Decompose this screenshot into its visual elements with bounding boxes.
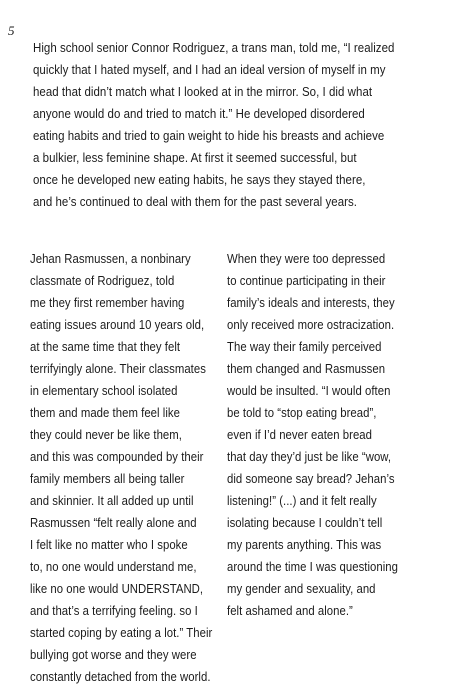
intro-line: anyone would do and tried to match it.” He developed disordered bbox=[33, 106, 365, 121]
right-column-line: my parents anything. This was bbox=[227, 537, 382, 552]
right-column-line: would be insulted. “I would often bbox=[227, 383, 391, 398]
intro-line: once he developed new eating habits, he says they stayed there, bbox=[33, 172, 366, 187]
intro-line: and he’s continued to deal with them for the past several years. bbox=[33, 194, 358, 209]
right-column-line: only received more ostracization. bbox=[227, 317, 395, 332]
left-column-line: I felt like no matter who I spoke bbox=[30, 537, 188, 552]
left-column-line: at the same time that they felt bbox=[30, 339, 181, 354]
left-column-line: Jehan Rasmussen, a nonbinary bbox=[30, 251, 191, 266]
left-column-line: me they first remember having bbox=[30, 295, 185, 310]
right-column-line: them changed and Rasmussen bbox=[227, 361, 386, 376]
right-column-line: The way their family perceived bbox=[227, 339, 382, 354]
right-column-line: to continue participating in their bbox=[227, 273, 386, 288]
left-column-line: and that’s a terrifying feeling. so I bbox=[30, 603, 198, 618]
right-column-line: be told to “stop eating bread”, bbox=[227, 405, 377, 420]
right-column-line: my gender and sexuality, and bbox=[227, 581, 376, 596]
intro-line: a bulkier, less feminine shape. At first it seemed successful, but bbox=[33, 150, 357, 165]
left-column-line: Rasmussen “felt really alone and bbox=[30, 515, 197, 530]
intro-line: head that didn’t match what I looked at in the mirror. So, I did what bbox=[33, 84, 373, 99]
right-column-line: around the time I was questioning bbox=[227, 559, 399, 574]
left-column-paragraph bbox=[30, 248, 226, 688]
left-column-line: constantly detached from the world. bbox=[30, 669, 211, 684]
page-number: 5 bbox=[8, 23, 15, 38]
left-column-line: and skinnier. It all added up until bbox=[30, 493, 194, 508]
left-column-line: and this was compounded by their bbox=[30, 449, 204, 464]
left-column-line: to, no one would understand me, bbox=[30, 559, 197, 574]
right-column-line: When they were too depressed bbox=[227, 251, 386, 266]
left-column-line: terrifyingly alone. Their classmates bbox=[30, 361, 206, 376]
intro-line: quickly that I hated myself, and I had an ideal version of myself in my bbox=[33, 62, 386, 77]
right-column-line: family’s ideals and interests, they bbox=[227, 295, 395, 310]
right-column-line: felt ashamed and alone.” bbox=[227, 603, 353, 618]
right-column-line: did someone say bread? Jehan’s bbox=[227, 471, 395, 486]
left-column-line: in elementary school isolated bbox=[30, 383, 178, 398]
left-column-line: classmate of Rodriguez, told bbox=[30, 273, 175, 288]
left-column-line: family members all being taller bbox=[30, 471, 185, 486]
left-column-line: like no one would UNDERSTAND, bbox=[30, 581, 204, 596]
intro-line: eating habits and tried to gain weight to hide his breasts and achieve bbox=[33, 128, 385, 143]
left-column-line: bullying got worse and they were bbox=[30, 647, 197, 662]
right-column-line: even if I’d never eaten bread bbox=[227, 427, 373, 442]
left-column-line: them and made them feel like bbox=[30, 405, 180, 420]
left-column-line: they could never be like them, bbox=[30, 427, 182, 442]
intro-paragraph bbox=[33, 37, 438, 213]
right-column-line: that day they’d just be like “wow, bbox=[227, 449, 392, 464]
right-column-line: listening!” (...) and it felt really bbox=[227, 493, 377, 508]
right-column-paragraph bbox=[227, 248, 423, 622]
right-column-line: isolating because I couldn’t tell bbox=[227, 515, 383, 530]
intro-line: High school senior Connor Rodriguez, a trans man, told me, “I realized bbox=[33, 40, 395, 55]
left-column-line: started coping by eating a lot.” Their bbox=[30, 625, 213, 640]
left-column-line: eating issues around 10 years old, bbox=[30, 317, 205, 332]
